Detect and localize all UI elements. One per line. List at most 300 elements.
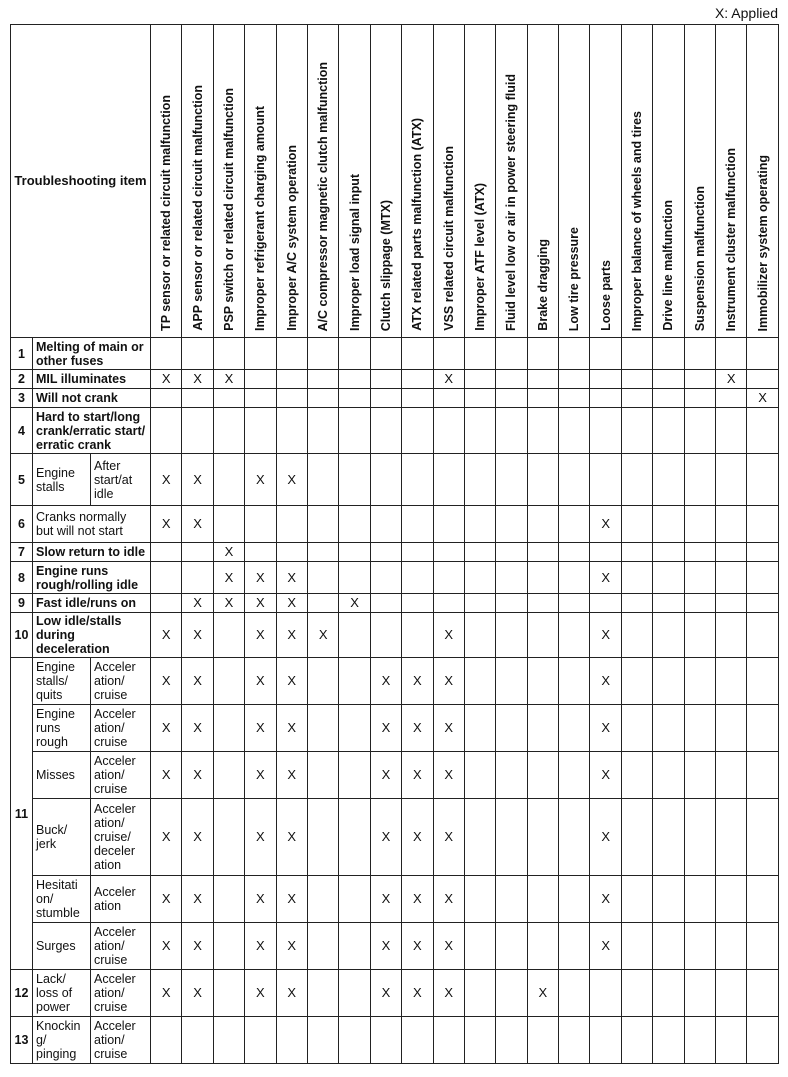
empty-cell [433,338,464,370]
empty-cell [621,1017,652,1064]
empty-cell [716,752,747,799]
column-header [464,25,495,338]
column-header-label: A/C compressor magnetic clutch malfunction [316,61,331,331]
applied-mark: X [370,876,401,923]
empty-cell [747,454,778,506]
applied-mark: X [276,705,307,752]
empty-cell [464,454,495,506]
applied-mark: X [747,389,778,408]
empty-cell [684,876,715,923]
applied-mark: X [433,970,464,1017]
empty-cell [213,923,244,970]
row-number: 7 [11,543,33,562]
troubleshooting-item: Engine stalls [33,454,91,506]
column-header [370,25,401,338]
applied-mark: X [182,752,213,799]
empty-cell [621,370,652,389]
empty-cell [527,594,558,613]
applied-mark: X [245,970,276,1017]
empty-cell [621,970,652,1017]
empty-cell [653,1017,684,1064]
empty-cell [590,543,621,562]
applied-mark: X [276,562,307,594]
applied-mark: X [433,705,464,752]
troubleshooting-item: Hesitati on/ stumble [33,876,91,923]
empty-cell [590,454,621,506]
empty-cell [370,1017,401,1064]
troubleshooting-item: Melting of main or other fuses [33,338,151,370]
row-number: 3 [11,389,33,408]
header-row [11,25,779,338]
empty-cell [496,594,527,613]
empty-cell [747,338,778,370]
empty-cell [307,408,338,454]
empty-cell [464,658,495,705]
column-header-label: Clutch slippage (MTX) [378,199,393,331]
empty-cell [653,543,684,562]
empty-cell [402,1017,433,1064]
column-header [402,25,433,338]
empty-cell [559,658,590,705]
applied-mark: X [151,970,182,1017]
table-row [11,562,779,594]
empty-cell [559,454,590,506]
applied-mark: X [151,370,182,389]
row-number: 10 [11,613,33,658]
row-number: 2 [11,370,33,389]
empty-cell [245,338,276,370]
empty-cell [464,752,495,799]
empty-cell [747,408,778,454]
empty-cell [213,613,244,658]
condition: Acceler ation/ cruise [91,923,151,970]
troubleshooting-item: Low idle/stalls during deceleration [33,613,151,658]
empty-cell [653,338,684,370]
applied-mark: X [276,970,307,1017]
applied-mark: X [276,594,307,613]
column-header-label: Improper balance of wheels and tires [630,110,645,331]
applied-mark: X [182,370,213,389]
empty-cell [527,876,558,923]
empty-cell [433,594,464,613]
empty-cell [307,752,338,799]
table-row [11,752,779,799]
empty-cell [684,658,715,705]
empty-cell [590,389,621,408]
applied-mark: X [433,658,464,705]
empty-cell [245,543,276,562]
applied-mark: X [182,705,213,752]
applied-mark: X [276,658,307,705]
applied-mark: X [339,594,370,613]
condition: Acceler ation/ cruise/ deceler ation [91,799,151,876]
empty-cell [747,876,778,923]
applied-mark: X [370,752,401,799]
applied-mark: X [716,370,747,389]
applied-mark: X [182,454,213,506]
applied-mark: X [151,752,182,799]
column-header-label: Immobilizer system operating [755,154,770,331]
column-header [151,25,182,338]
row-number: 1 [11,338,33,370]
column-header [213,25,244,338]
empty-cell [559,923,590,970]
empty-cell [747,506,778,543]
applied-mark: X [213,562,244,594]
empty-cell [621,752,652,799]
empty-cell [716,799,747,876]
applied-mark: X [590,705,621,752]
empty-cell [307,594,338,613]
applied-mark: X [590,506,621,543]
empty-cell [747,562,778,594]
empty-cell [496,370,527,389]
applied-mark: X [245,752,276,799]
applied-mark: X [245,613,276,658]
empty-cell [339,705,370,752]
applied-mark: X [370,705,401,752]
empty-cell [464,543,495,562]
empty-cell [433,506,464,543]
empty-cell [307,562,338,594]
empty-cell [245,506,276,543]
row-number: 4 [11,408,33,454]
empty-cell [527,923,558,970]
empty-cell [402,613,433,658]
empty-cell [527,338,558,370]
empty-cell [370,389,401,408]
empty-cell [621,562,652,594]
empty-cell [527,658,558,705]
empty-cell [653,658,684,705]
empty-cell [370,543,401,562]
empty-cell [684,594,715,613]
applied-mark: X [402,799,433,876]
empty-cell [245,370,276,389]
applied-mark: X [590,562,621,594]
empty-cell [370,338,401,370]
column-header [747,25,778,338]
empty-cell [182,562,213,594]
empty-cell [339,562,370,594]
table-row [11,408,779,454]
empty-cell [464,799,495,876]
applied-mark: X [590,923,621,970]
empty-cell [307,705,338,752]
column-header-label: ATX related parts malfunction (ATX) [410,118,425,331]
applied-mark: X [402,705,433,752]
applied-mark: X [590,876,621,923]
condition: Acceler ation/ cruise [91,752,151,799]
empty-cell [339,506,370,543]
column-header [716,25,747,338]
troubleshooting-item: Knockin g/ pinging [33,1017,91,1064]
empty-cell [653,594,684,613]
empty-cell [464,506,495,543]
empty-cell [433,1017,464,1064]
applied-mark: X [433,799,464,876]
empty-cell [276,370,307,389]
empty-cell [527,705,558,752]
applied-mark: X [590,658,621,705]
empty-cell [182,389,213,408]
empty-cell [151,408,182,454]
row-number: 13 [11,1017,33,1064]
empty-cell [653,923,684,970]
empty-cell [213,408,244,454]
column-header-label: Loose parts [598,260,613,331]
applied-mark: X [276,876,307,923]
applied-mark: X [213,370,244,389]
column-header [559,25,590,338]
empty-cell [276,338,307,370]
empty-cell [559,338,590,370]
empty-cell [559,562,590,594]
applied-mark: X [370,970,401,1017]
applied-mark: X [402,923,433,970]
empty-cell [747,594,778,613]
empty-cell [747,970,778,1017]
empty-cell [307,799,338,876]
applied-mark: X [182,613,213,658]
empty-cell [213,338,244,370]
empty-cell [213,876,244,923]
empty-cell [464,1017,495,1064]
empty-cell [716,970,747,1017]
empty-cell [684,370,715,389]
empty-cell [151,1017,182,1064]
empty-cell [684,923,715,970]
empty-cell [464,370,495,389]
empty-cell [464,408,495,454]
empty-cell [559,705,590,752]
column-header [527,25,558,338]
empty-cell [307,658,338,705]
applied-mark: X [182,506,213,543]
empty-cell [433,562,464,594]
condition: Acceler ation [91,876,151,923]
empty-cell [307,338,338,370]
applied-mark: X [370,799,401,876]
empty-cell [464,876,495,923]
empty-cell [339,970,370,1017]
troubleshooting-item: Surges [33,923,91,970]
table-row [11,594,779,613]
empty-cell [559,876,590,923]
column-header-label: Fluid level low or air in power steering fluid [504,74,519,331]
applied-mark: X [370,658,401,705]
empty-cell [307,970,338,1017]
applied-mark: X [151,506,182,543]
empty-cell [464,338,495,370]
empty-cell [213,454,244,506]
empty-cell [433,454,464,506]
applied-mark: X [590,752,621,799]
applied-mark: X [245,876,276,923]
column-header [276,25,307,338]
empty-cell [496,876,527,923]
empty-cell [496,454,527,506]
condition: Acceler ation/ cruise [91,658,151,705]
empty-cell [684,752,715,799]
empty-cell [747,705,778,752]
empty-cell [716,389,747,408]
condition: Acceler ation/ cruise [91,970,151,1017]
applied-mark: X [182,970,213,1017]
legend: X: Applied [714,5,778,21]
empty-cell [527,370,558,389]
empty-cell [653,370,684,389]
empty-cell [433,408,464,454]
empty-cell [653,506,684,543]
empty-cell [496,543,527,562]
empty-cell [339,1017,370,1064]
empty-cell [527,752,558,799]
applied-mark: X [151,705,182,752]
applied-mark: X [433,876,464,923]
troubleshooting-item: Engine stalls/ quits [33,658,91,705]
empty-cell [684,562,715,594]
empty-cell [464,594,495,613]
empty-cell [307,923,338,970]
empty-cell [621,658,652,705]
column-header [339,25,370,338]
empty-cell [496,752,527,799]
table-row [11,338,779,370]
empty-cell [339,613,370,658]
empty-cell [151,389,182,408]
empty-cell [496,338,527,370]
empty-cell [747,923,778,970]
empty-cell [559,543,590,562]
empty-cell [559,613,590,658]
empty-cell [621,506,652,543]
empty-cell [464,705,495,752]
table-row [11,613,779,658]
troubleshooting-item: Cranks normally but will not start [33,506,151,543]
empty-cell [276,389,307,408]
empty-cell [276,1017,307,1064]
row-number: 8 [11,562,33,594]
applied-mark: X [182,876,213,923]
empty-cell [716,705,747,752]
empty-cell [747,799,778,876]
empty-cell [402,594,433,613]
empty-cell [590,338,621,370]
empty-cell [496,389,527,408]
condition: Acceler ation/ cruise [91,1017,151,1064]
column-header-label: Low tire pressure [567,226,582,331]
empty-cell [496,970,527,1017]
applied-mark: X [370,923,401,970]
empty-cell [402,408,433,454]
empty-cell [747,370,778,389]
table-row [11,923,779,970]
empty-cell [307,876,338,923]
table-row [11,389,779,408]
empty-cell [339,408,370,454]
empty-cell [621,876,652,923]
applied-mark: X [213,594,244,613]
troubleshooting-item: Slow return to idle [33,543,151,562]
applied-mark: X [433,923,464,970]
troubleshooting-item: Will not crank [33,389,151,408]
condition: Acceler ation/ cruise [91,705,151,752]
empty-cell [402,338,433,370]
applied-mark: X [151,799,182,876]
troubleshooting-item: Engine runs rough [33,705,91,752]
empty-cell [402,562,433,594]
applied-mark: X [276,752,307,799]
empty-cell [307,1017,338,1064]
applied-mark: X [527,970,558,1017]
empty-cell [182,1017,213,1064]
column-header-label: Improper refrigerant charging amount [253,105,268,331]
empty-cell [370,370,401,389]
empty-cell [464,613,495,658]
empty-cell [621,923,652,970]
column-header-label: Drive line malfunction [661,200,676,331]
empty-cell [684,705,715,752]
empty-cell [559,970,590,1017]
empty-cell [276,543,307,562]
empty-cell [213,1017,244,1064]
applied-mark: X [182,658,213,705]
empty-cell [621,408,652,454]
applied-mark: X [151,923,182,970]
troubleshooting-item: Fast idle/runs on [33,594,151,613]
empty-cell [151,338,182,370]
empty-cell [590,370,621,389]
troubleshooting-item: Engine runs rough/rolling idle [33,562,151,594]
empty-cell [496,506,527,543]
empty-cell [339,752,370,799]
empty-cell [213,752,244,799]
applied-mark: X [402,752,433,799]
empty-cell [527,1017,558,1064]
empty-cell [464,562,495,594]
empty-cell [496,613,527,658]
empty-cell [716,454,747,506]
table-row [11,506,779,543]
troubleshooting-item: Lack/ loss of power [33,970,91,1017]
applied-mark: X [590,613,621,658]
empty-cell [151,594,182,613]
empty-cell [496,705,527,752]
empty-cell [716,594,747,613]
empty-cell [590,1017,621,1064]
empty-cell [621,594,652,613]
empty-cell [527,799,558,876]
empty-cell [747,752,778,799]
row-number: 5 [11,454,33,506]
empty-cell [527,613,558,658]
table-row [11,370,779,389]
applied-mark: X [433,370,464,389]
table-row [11,454,779,506]
empty-cell [213,506,244,543]
applied-mark: X [402,658,433,705]
empty-cell [182,338,213,370]
empty-cell [716,876,747,923]
empty-cell [213,658,244,705]
empty-cell [653,876,684,923]
empty-cell [496,799,527,876]
empty-cell [276,506,307,543]
empty-cell [559,506,590,543]
column-header [433,25,464,338]
table-row [11,876,779,923]
